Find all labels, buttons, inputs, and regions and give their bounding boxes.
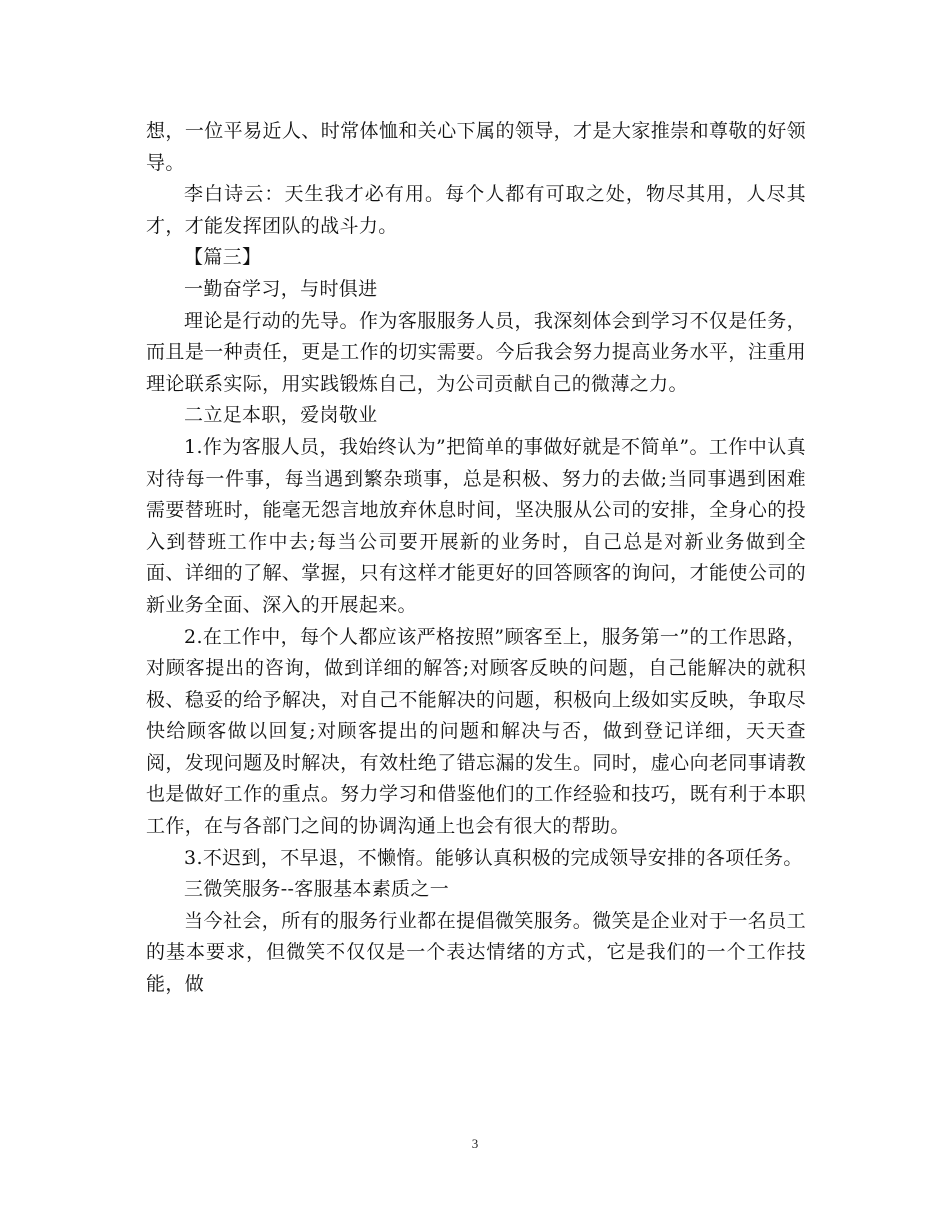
subheading-2: 二立足本职，爱岗敬业 xyxy=(184,404,378,427)
document-body xyxy=(146,116,806,1001)
paragraph-3: 理论是行动的先导。作为客服服务人员，我深刻体会到学习不仅是任务，而且是一种责任，更是工作的切实需要。今后我会努力提高业务水平，注重用理论联系实际，用实践锻炼自己，为公司贡献自己的微薄之力。 xyxy=(146,309,806,395)
paragraph-1: 想，一位平易近人、时常体恤和关心下属的领导，才是大家推崇和尊敬的好领导。 xyxy=(146,120,806,174)
paragraph-4: 当今社会，所有的服务行业都在提倡微笑服务。微笑是企业对于一名员工的基本要求，但微笑不仅仅是一个表达情绪的方式，它是我们的一个工作技能，做 xyxy=(146,909,806,996)
subheading-3: 三微笑服务--客服基本素质之一 xyxy=(184,878,450,901)
list-item-3: 3.不迟到，不早退，不懒惰。能够认真积极的完成领导安排的各项任务。 xyxy=(184,846,803,869)
subheading-1: 一勤奋学习，与时俱进 xyxy=(184,277,378,300)
paragraph-2: 李白诗云：天生我才必有用。每个人都有可取之处，物尽其用，人尽其才，才能发挥团队的战斗力。 xyxy=(146,183,806,237)
list-item-1: 1.作为客服人员，我始终认为”把简单的事做好就是不简单”。工作中认真对待每一件事，每当遇到繁杂琐事，总是积极、努力的去做;当同事遇到困难需要替班时，能毫无怨言地放弃休息时间，坚决服从公司的安排，全身心的投入到替班工作中去;每当公司要开展新的业务时，自己总是对新业务做到全面、详细的了解、掌握，只有这样才能更好的回答顾客的询问，才能使公司的新业务全面、深入的开展起来。 xyxy=(146,435,806,616)
section-heading: 【篇三】 xyxy=(184,246,262,269)
list-item-2: 2.在工作中，每个人都应该严格按照”顾客至上，服务第一”的工作思路，对顾客提出的咨询，做到详细的解答;对顾客反映的问题，自己能解决的就积极、稳妥的给予解决，对自己不能解决的问题，积极向上级如实反映，争取尽快给顾客做以回复;对顾客提出的问题和解决与否，做到登记详细，天天查阅，发现问题及时解决，有效杜绝了错忘漏的发生。同时，虚心向老同事请教也是做好工作的重点。努力学习和借鉴他们的工作经验和技巧，既有利于本职工作，在与各部门之间的协调沟通上也会有很大的帮助。 xyxy=(146,625,806,838)
page-number: 3 xyxy=(471,1136,479,1151)
